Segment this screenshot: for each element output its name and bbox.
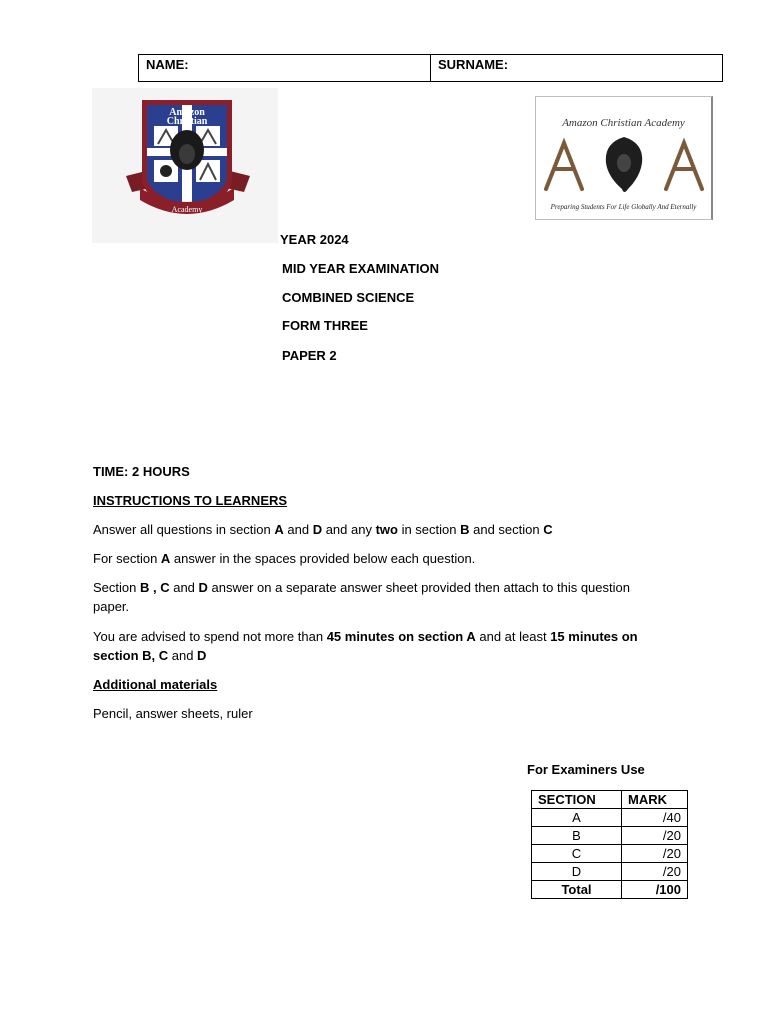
total-mark-cell[interactable]: /100 <box>622 881 688 899</box>
school-crest-logo <box>92 88 278 243</box>
instruction-line-4: You are advised to spend not more than 45 minutes on section A and at least 15 minutes on section B, C and D <box>93 629 638 663</box>
exam-type: MID YEAR EXAMINATION <box>282 261 439 276</box>
table-row <box>532 827 688 845</box>
mark-cell[interactable]: /20 <box>622 845 688 863</box>
surname-label: SURNAME: <box>438 57 509 72</box>
table-row <box>532 863 688 881</box>
table-total-row <box>532 881 688 899</box>
section-cell: B <box>532 827 622 845</box>
mark-cell[interactable]: /20 <box>622 827 688 845</box>
instruction-line-2: For section A answer in the spaces provided below each question. <box>93 551 476 566</box>
exam-subject: COMBINED SCIENCE <box>282 290 415 305</box>
exam-year: YEAR 2024 <box>280 232 349 247</box>
exam-time: TIME: 2 HOURS <box>93 464 190 479</box>
exam-form: FORM THREE <box>282 318 368 333</box>
logo-title: Amazon Christian Academy <box>562 117 685 129</box>
name-label: NAME: <box>146 57 189 72</box>
table-row <box>532 809 688 827</box>
student-name-box <box>138 54 723 82</box>
total-label-cell: Total <box>532 881 622 899</box>
instruction-line-1: Answer all questions in section A and D and any two in section B and section C <box>93 522 553 537</box>
exam-paper: PAPER 2 <box>282 348 337 363</box>
lion-chevrons-icon <box>536 133 712 197</box>
crest-banner-text: Academy <box>171 205 203 214</box>
table-row <box>532 845 688 863</box>
col-mark-header: MARK <box>622 791 688 809</box>
mark-cell[interactable]: /20 <box>622 863 688 881</box>
examiners-marks-table <box>531 790 688 899</box>
section-cell: D <box>532 863 622 881</box>
table-header-row <box>532 791 688 809</box>
name-field[interactable] <box>139 55 431 81</box>
section-cell: A <box>532 809 622 827</box>
crest-text-line1: Amazon <box>169 107 205 118</box>
logo-tagline: Preparing Students For Life Globally And Eternally <box>550 203 697 211</box>
instructions-heading: INSTRUCTIONS TO LEARNERS <box>93 493 288 508</box>
crest-text-line2: Christian <box>166 116 208 127</box>
col-section-header: SECTION <box>532 791 622 809</box>
examiners-use-title: For Examiners Use <box>527 762 645 777</box>
academy-logo-right <box>535 96 713 220</box>
materials-heading: Additional materials <box>93 677 218 692</box>
materials-text: Pencil, answer sheets, ruler <box>93 706 253 721</box>
section-cell: C <box>532 845 622 863</box>
mark-cell[interactable]: /40 <box>622 809 688 827</box>
surname-field[interactable] <box>431 55 722 81</box>
instruction-line-3: Section B , C and D answer on a separate answer sheet provided then attach to this question paper. <box>93 580 630 614</box>
